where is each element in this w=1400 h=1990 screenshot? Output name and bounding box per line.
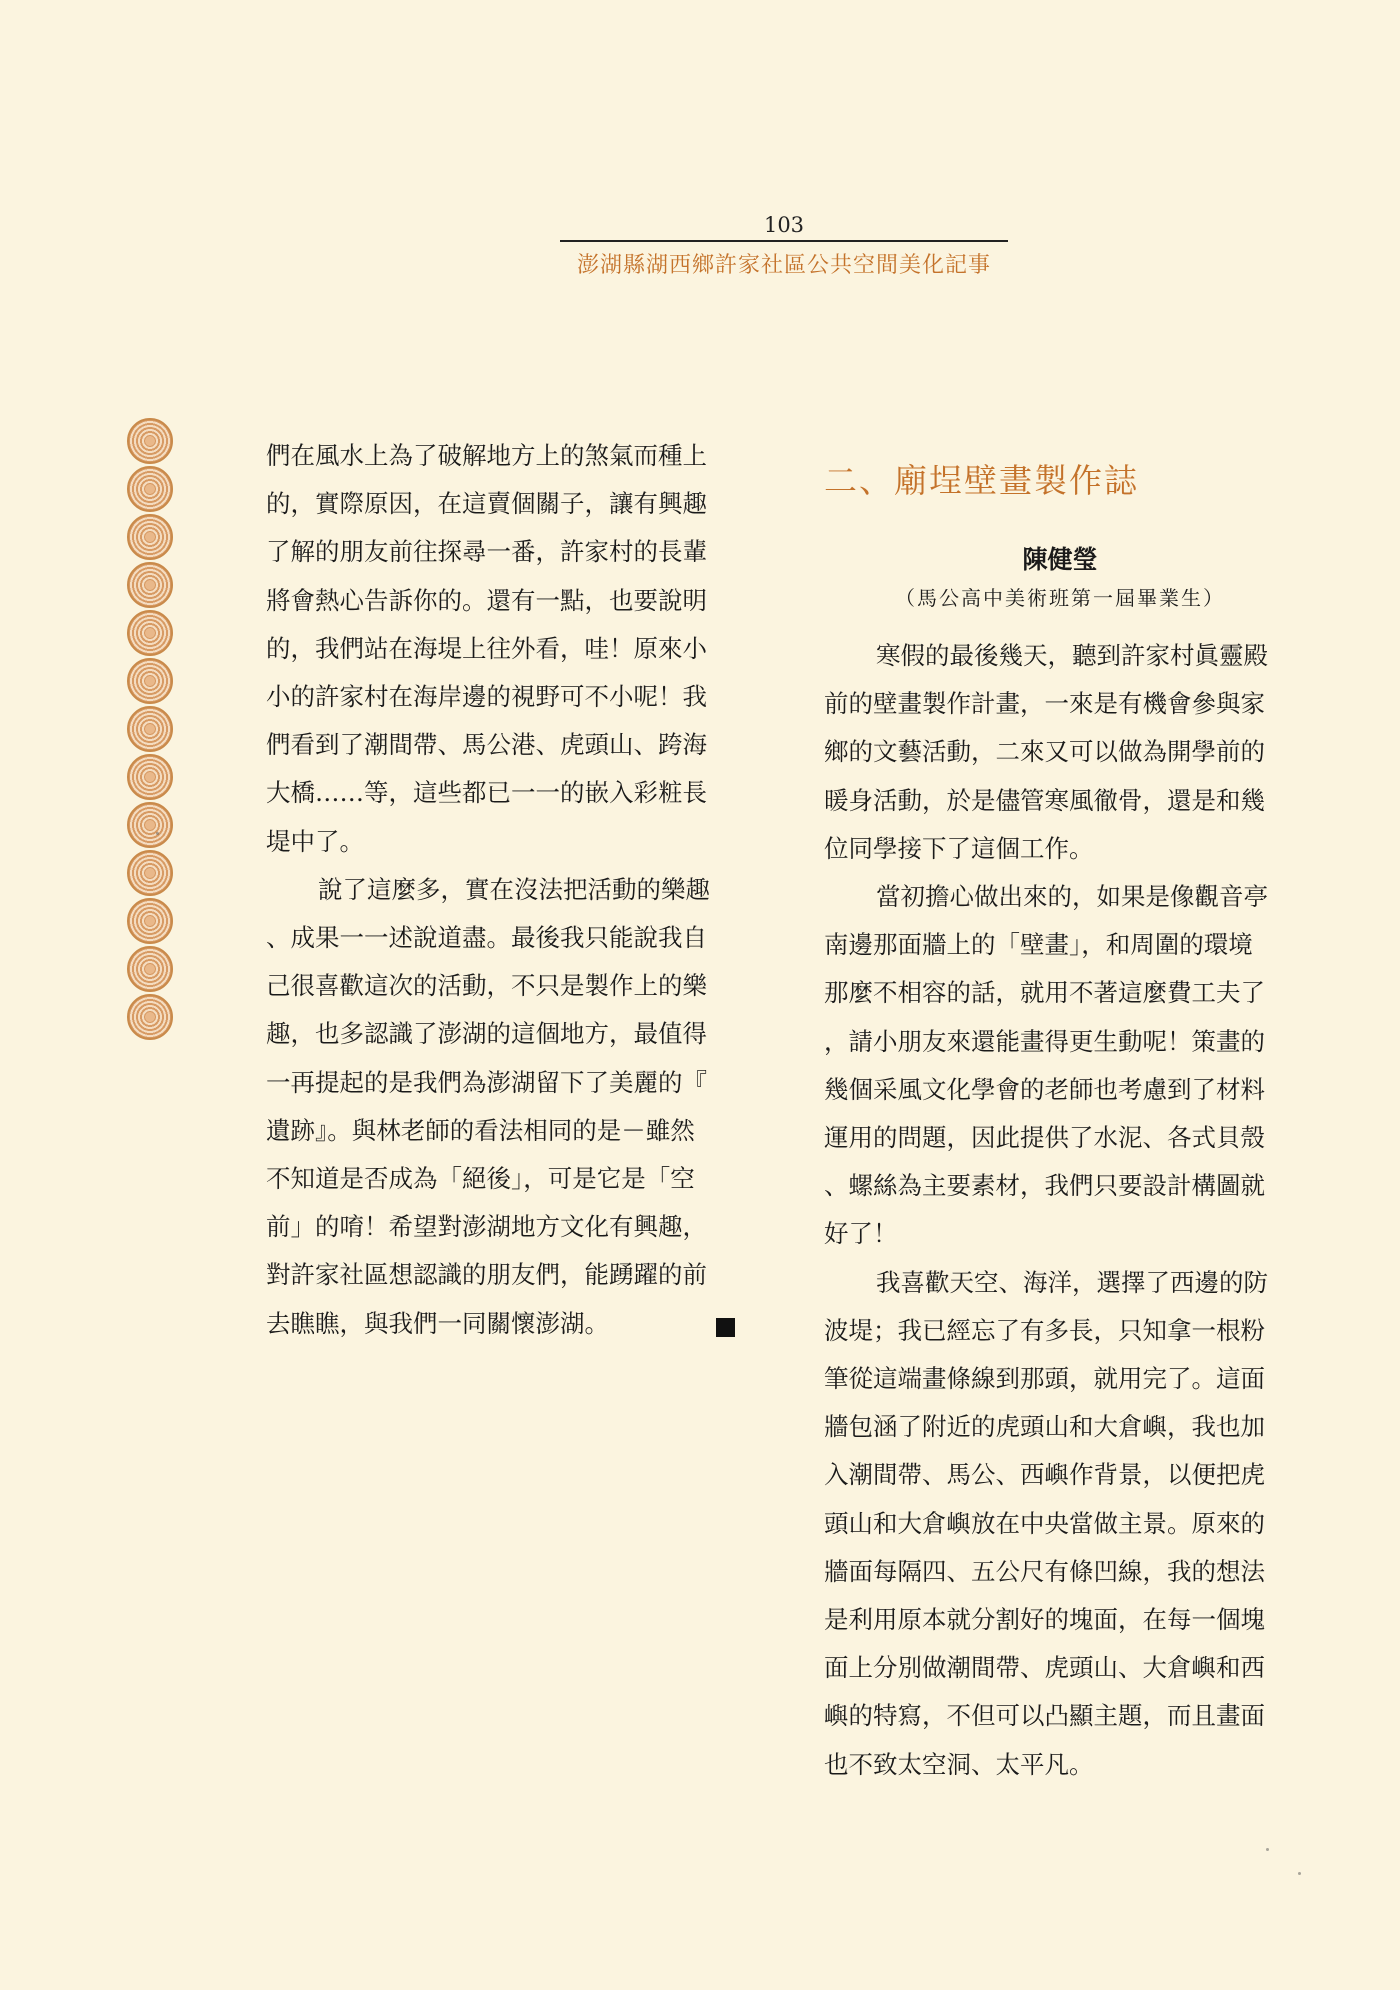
text-line: 前」的唷！希望對澎湖地方文化有興趣， (266, 1212, 707, 1242)
text-line: 鄉的文藝活動，二來又可以做為開學前的 (824, 737, 1265, 767)
text-line: 好了！ (824, 1219, 898, 1249)
text-line: 、螺絲為主要素材，我們只要設計構圖就 (824, 1171, 1265, 1201)
text-line: 小的許家村在海岸邊的視野可不小呢！我 (266, 682, 707, 712)
header-rule (560, 240, 1008, 242)
text-line: 南邊那面牆上的「壁畫」，和周圍的環境 (824, 930, 1253, 960)
text-line: 暖身活動，於是儘管寒風徹骨，還是和幾 (824, 785, 1265, 815)
text-line: 波堤；我已經忘了有多長，只知拿一根粉 (824, 1315, 1265, 1345)
text-line: 了解的朋友前往探尋一番，許家村的長輩 (266, 537, 707, 567)
text-line: 入潮間帶、馬公、西嶼作背景，以便把虎 (824, 1460, 1265, 1490)
medallion-icon (127, 706, 173, 752)
paper-speck (1266, 1848, 1269, 1851)
text-line: 牆面每隔四、五公尺有條凹線，我的想法 (824, 1556, 1265, 1586)
medallion-icon (127, 658, 173, 704)
running-title: 澎湖縣湖西鄉許家社區公共空間美化記事 (576, 253, 991, 278)
text-line: 也不致太空洞、太平凡。 (824, 1749, 1094, 1779)
text-line: 對許家社區想認識的朋友們，能踴躍的前 (266, 1260, 707, 1290)
medallion-icon (127, 466, 173, 512)
medallion-icon (127, 610, 173, 656)
page-number: 103 (763, 213, 805, 237)
text-line: 們看到了潮間帶、馬公港、虎頭山、跨海 (266, 730, 707, 760)
text-line: 嶼的特寫，不但可以凸顯主題，而且畫面 (824, 1701, 1265, 1731)
paragraph (824, 632, 1296, 873)
text-line: 我喜歡天空、海洋，選擇了西邊的防 (876, 1267, 1268, 1297)
medallion-icon (127, 514, 173, 560)
medallion-icon (127, 898, 173, 944)
paragraph (824, 1259, 1296, 1789)
ornament-column (127, 418, 179, 1042)
text-line: 說了這麼多，實在沒法把活動的樂趣 (318, 874, 710, 904)
medallion-icon (127, 802, 173, 848)
text-line: 的，我們站在海堤上往外看，哇！原來小 (266, 633, 707, 663)
text-line: 一再提起的是我們為澎湖留下了美麗的『 (266, 1067, 707, 1097)
medallion-icon (127, 562, 173, 608)
text-line: 堤中了。 (266, 826, 364, 856)
left-text-column (266, 432, 736, 1348)
text-line: 幾個采風文化學會的老師也考慮到了材料 (824, 1074, 1265, 1104)
paper-speck (156, 832, 159, 835)
text-line: 、成果一一述說道盡。最後我只能說我自 (266, 923, 707, 953)
text-line: 將會熱心告訴你的。還有一點，也要說明 (266, 585, 707, 615)
right-text-column (824, 632, 1296, 1789)
text-line: 寒假的最後幾天，聽到許家村眞靈殿 (876, 641, 1268, 670)
text-line: 筆從這端畫條線到那頭，就用完了。這面 (824, 1364, 1265, 1394)
text-line: 位同學接下了這個工作。 (824, 833, 1094, 863)
text-line: 面上分別做潮間帶、虎頭山、大倉嶼和西 (824, 1653, 1265, 1683)
text-line: 當初擔心做出來的，如果是像觀音亭 (876, 882, 1268, 912)
text-line: 是利用原本就分割好的塊面，在每一個塊 (824, 1605, 1265, 1635)
end-mark-icon (716, 1318, 735, 1337)
author-affiliation: （馬公高中美術班第一屆畢業生） (895, 586, 1225, 610)
paragraph (824, 873, 1296, 1259)
paragraph (266, 432, 736, 866)
text-line: 頭山和大倉嶼放在中央當做主景。原來的 (824, 1508, 1265, 1538)
text-line: 趣，也多認識了澎湖的這個地方，最值得 (266, 1019, 707, 1049)
paragraph (266, 866, 736, 1348)
text-line: 們在風水上為了破解地方上的煞氣而種上 (266, 441, 707, 470)
medallion-icon (127, 418, 173, 464)
section-heading: 二、廟埕壁畫製作誌 (824, 461, 1139, 500)
text-line: 去瞧瞧，與我們一同關懷澎湖。 (266, 1308, 609, 1338)
medallion-icon (127, 946, 173, 992)
paper-speck (1298, 1872, 1301, 1875)
medallion-icon (127, 754, 173, 800)
running-header (560, 212, 1008, 279)
text-line: 運用的問題，因此提供了水泥、各式貝殼 (824, 1123, 1265, 1153)
text-line: 的，實際原因，在這賣個關子，讓有興趣 (266, 489, 707, 519)
text-line: 那麼不相容的話，就用不著這麼費工夫了 (824, 978, 1265, 1008)
text-line: 大橋……等，這些都已一一的嵌入彩粧長 (266, 778, 707, 808)
text-line: 不知道是否成為「絕後」，可是它是「空 (266, 1164, 695, 1194)
text-line: 己很喜歡這次的活動，不只是製作上的樂 (266, 971, 707, 1001)
medallion-icon (127, 994, 173, 1040)
text-line: 牆包涵了附近的虎頭山和大倉嶼，我也加 (824, 1412, 1265, 1442)
author-name: 陳健瑩 (1022, 545, 1098, 574)
medallion-icon (127, 850, 173, 896)
text-line: 遺跡』。與林老師的看法相同的是－雖然 (266, 1115, 695, 1145)
text-line: ，請小朋友來還能畫得更生動呢！策畫的 (824, 1026, 1265, 1056)
text-line: 前的壁畫製作計畫，一來是有機會參與家 (824, 689, 1265, 719)
